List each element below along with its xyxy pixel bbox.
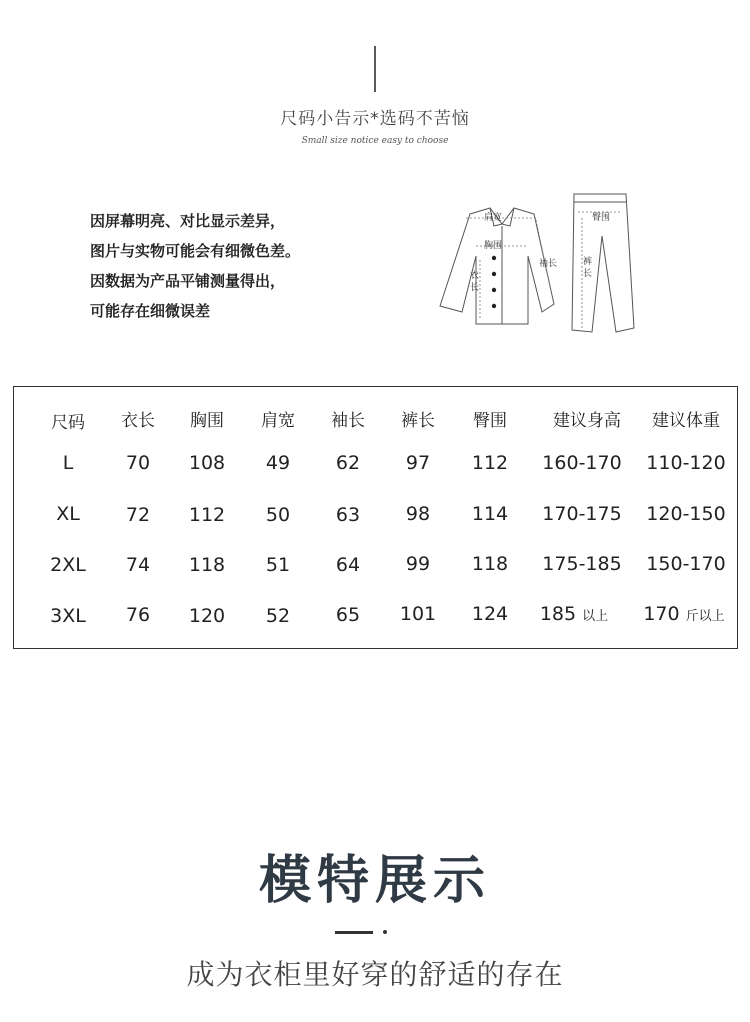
shirt-shoulder-label: 肩宽: [484, 213, 503, 223]
disclaimer-line: 图片与实物可能会有细微色差。: [90, 242, 301, 260]
table-header-cell: 胸围: [190, 411, 224, 431]
table-cell: 51: [265, 554, 291, 576]
table-header-cell: 肩宽: [261, 411, 295, 431]
table-cell-suffix: 斤以上: [685, 609, 725, 624]
table-cell: 114: [471, 503, 509, 525]
disclaimer-text: [90, 206, 420, 326]
table-header-cell: 臀围: [473, 411, 507, 431]
table-cell-size: 3XL: [50, 605, 86, 627]
table-cell: 175-185: [542, 553, 622, 575]
disclaimer-line: 因数据为产品平铺测量得出，: [90, 272, 286, 290]
table-cell: 120-150: [646, 503, 726, 525]
table-cell: 110-120: [646, 452, 726, 474]
table-cell: 63: [335, 504, 361, 526]
table-cell: 120: [188, 605, 226, 627]
model-showcase-title: 模特展示: [258, 851, 491, 911]
table-cell: 98: [405, 503, 431, 525]
table-cell: 118: [188, 554, 226, 576]
table-cell-suffix: 以上: [582, 609, 609, 624]
table-cell: 76: [125, 604, 151, 626]
table-cell: 160-170: [542, 452, 622, 474]
title-dash-divider: [335, 931, 373, 934]
size-chart-table: [13, 386, 738, 649]
shirt-sleeve-label: 袖长: [539, 259, 558, 269]
table-cell-value: 185: [539, 603, 577, 625]
pants-length-label-top: 裤: [583, 257, 593, 267]
table-cell: 150-170: [646, 553, 726, 575]
table-header-cell: 尺码: [51, 413, 85, 433]
table-cell: 64: [335, 554, 361, 576]
table-cell-weight-last: [643, 603, 724, 625]
disclaimer-line: 可能存在细微误差: [90, 302, 211, 320]
measurement-diagram: [432, 186, 638, 336]
shirt-length-label-top: 衣: [470, 271, 480, 281]
table-cell: 170-175: [542, 503, 622, 525]
table-cell-size: L: [62, 452, 74, 474]
model-showcase-tagline: 成为衣柜里好穿的舒适的存在: [186, 958, 564, 991]
table-cell: 124: [471, 603, 509, 625]
table-cell: 108: [188, 452, 226, 474]
table-cell: 65: [335, 604, 361, 626]
shirt-chest-label: 胸围: [484, 241, 503, 251]
table-cell: 74: [125, 554, 151, 576]
table-cell-height-last: [540, 603, 608, 625]
table-cell: 118: [471, 553, 509, 575]
table-header-cell: 建议体重: [652, 411, 720, 431]
top-divider-line: [374, 46, 376, 92]
table-header-cell: 袖长: [331, 411, 365, 431]
table-cell: 52: [265, 605, 291, 627]
table-cell: 112: [188, 504, 226, 526]
table-cell: 70: [125, 452, 151, 474]
table-cell: 97: [405, 452, 431, 474]
table-cell: 62: [335, 452, 361, 474]
table-header-cell: 裤长: [401, 411, 435, 431]
table-cell: 72: [125, 504, 151, 526]
table-cell-size: 2XL: [50, 554, 86, 576]
table-cell: 49: [265, 452, 291, 474]
size-notice-subheading: Small size notice easy to choose: [301, 136, 449, 146]
table-header-cell: 衣长: [121, 411, 155, 431]
shirt-measure-lines: [466, 218, 552, 320]
table-cell: 112: [471, 452, 509, 474]
pants-hip-label: 臀围: [592, 213, 611, 223]
size-notice-heading: 尺码小告示*选码不苦恼: [280, 109, 470, 129]
table-cell: 50: [265, 504, 291, 526]
table-header-cell: 建议身高: [553, 411, 621, 431]
table-cell-size: XL: [56, 503, 80, 525]
pants-length-label-bottom: 长: [583, 269, 593, 279]
shirt-buttons: [492, 256, 496, 308]
disclaimer-line: 因屏幕明亮、对比显示差异，: [90, 212, 286, 230]
table-cell-value: 170: [643, 603, 680, 625]
table-cell: 101: [399, 603, 437, 625]
shirt-length-label-bottom: 长: [470, 283, 480, 293]
measurement-diagram-svg: [432, 186, 638, 336]
title-dot-divider: [383, 930, 387, 934]
table-cell: 99: [405, 553, 431, 575]
